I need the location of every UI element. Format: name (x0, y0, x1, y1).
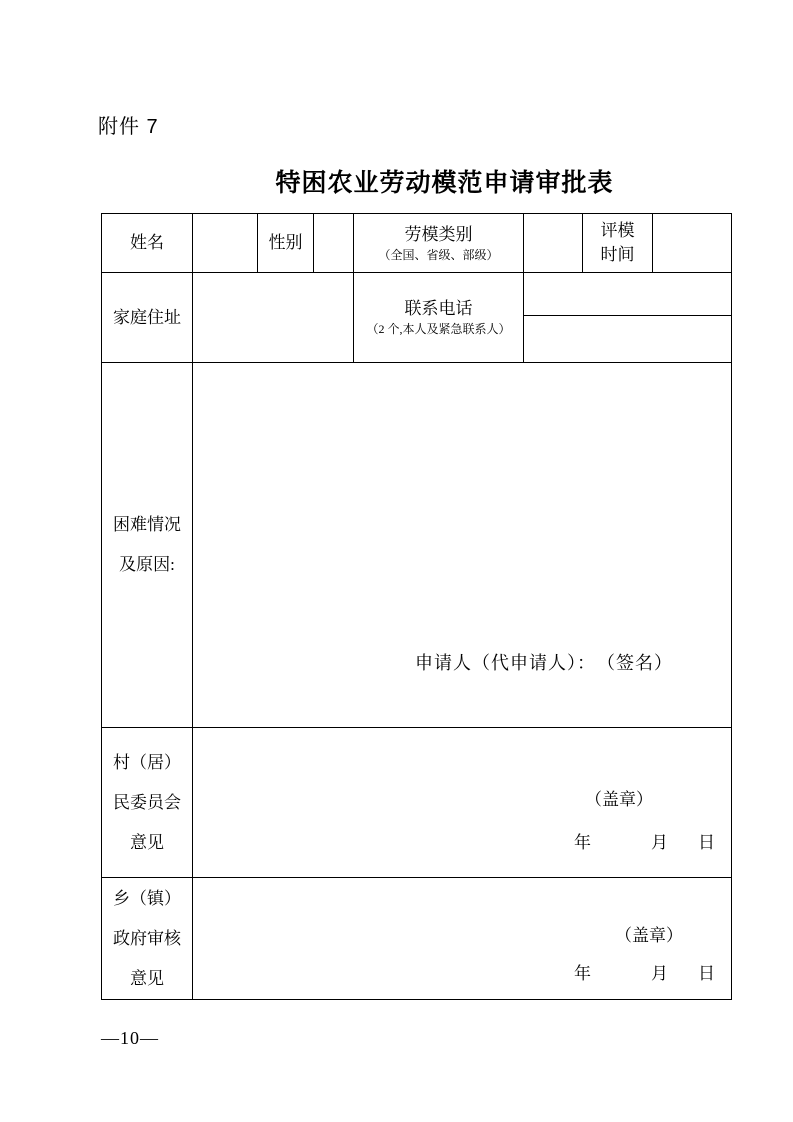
difficulty-label-line2: 及原因: (119, 555, 175, 574)
applicant-signature-line: 申请人（代申请人）： （签名） (415, 653, 673, 673)
phone-value-cell-1 (524, 273, 731, 316)
model-category-note: （全国、省级、部级） (378, 247, 499, 262)
village-date-month: 月 (651, 833, 668, 852)
village-date-day: 日 (698, 833, 715, 852)
difficulty-label-line1: 困难情况 (113, 515, 181, 534)
village-date-year: 年 (574, 833, 591, 852)
town-label-line3: 意见 (130, 968, 164, 988)
village-committee-label (102, 728, 193, 878)
page-number: —10— (101, 1028, 159, 1048)
town-date-year: 年 (574, 964, 591, 983)
name-value-cell (193, 214, 258, 273)
town-label-line1: 乡（镇） (113, 888, 181, 908)
gender-label: 性别 (258, 214, 314, 273)
village-committee-cell (193, 728, 731, 878)
phone-note: （2 个,本人及紧急联系人） (366, 322, 511, 336)
town-government-cell (193, 878, 731, 999)
address-label: 家庭住址 (102, 273, 193, 363)
eval-time-value-cell (653, 214, 731, 273)
model-category-label (354, 214, 524, 273)
phone-value-cell-2 (524, 316, 731, 363)
village-label-line1: 村（居） (113, 752, 181, 772)
town-date-day: 日 (698, 964, 715, 983)
model-category-value-cell (524, 214, 583, 273)
eval-time-line1: 评模 (600, 221, 635, 240)
town-government-label (102, 878, 193, 999)
model-category-title: 劳模类别 (404, 224, 473, 244)
application-form-table (101, 213, 732, 1000)
village-label-line2: 民委员会 (113, 792, 181, 812)
phone-title: 联系电话 (404, 299, 473, 318)
town-date-line (574, 962, 715, 986)
village-date-line (574, 831, 715, 855)
town-seal-note: （盖章） (615, 926, 683, 945)
difficulty-label (102, 363, 193, 728)
phone-label (354, 273, 524, 363)
gender-value-cell (314, 214, 354, 273)
village-label-line3: 意见 (130, 832, 164, 852)
attachment-label: 附件 7 (98, 116, 159, 138)
town-date-month: 月 (651, 964, 668, 983)
eval-time-label (583, 214, 653, 273)
address-value-cell (193, 273, 354, 363)
difficulty-content-cell (193, 363, 731, 728)
eval-time-line2: 时间 (600, 245, 635, 264)
page-title: 特困农业劳动模范申请审批表 (275, 170, 614, 197)
town-label-line2: 政府审核 (113, 928, 181, 948)
village-seal-note: （盖章） (585, 790, 653, 809)
name-label: 姓名 (102, 214, 193, 273)
